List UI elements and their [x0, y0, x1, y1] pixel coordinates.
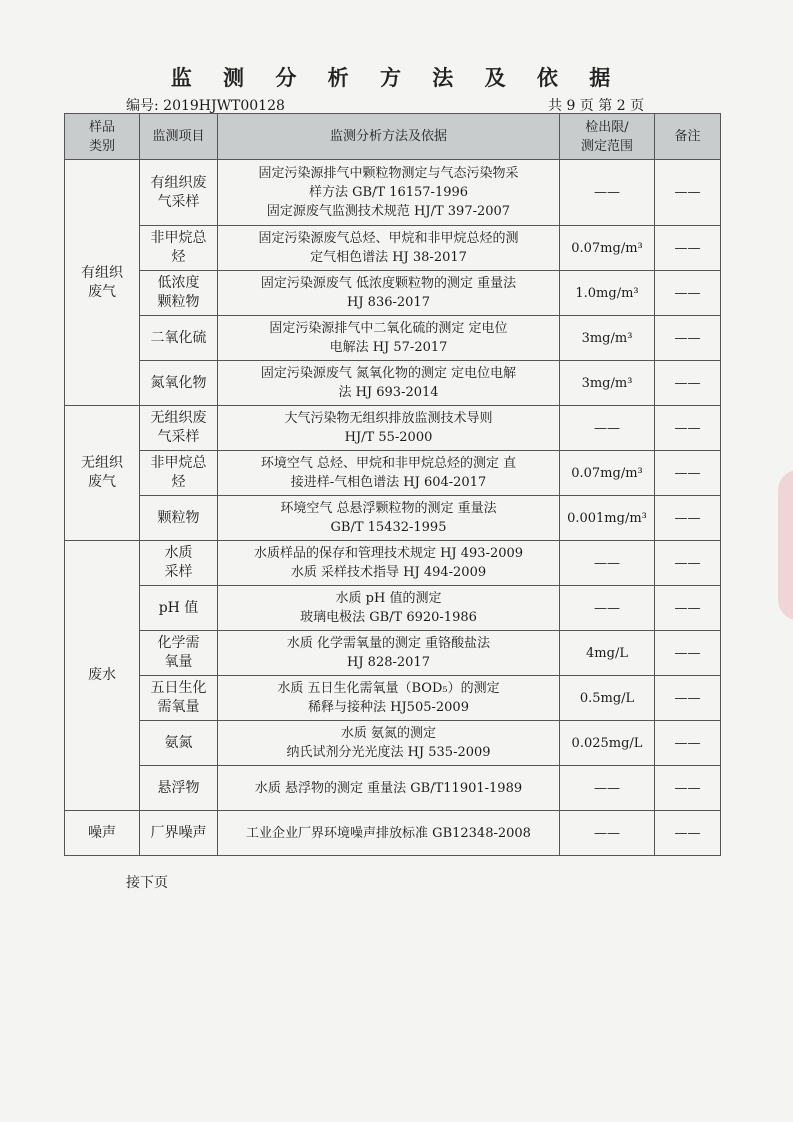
cell-method: 水质样品的保存和管理技术规定 HJ 493-2009 水质 采样技术指导 HJ 494-2009: [218, 541, 560, 586]
cell-item: 二氧化硫: [140, 316, 218, 361]
cell-note: ——: [655, 271, 721, 316]
cell-note: ——: [655, 451, 721, 496]
cell-item: 氨氮: [140, 721, 218, 766]
cell-limit: 4mg/L: [560, 631, 655, 676]
cell-note: ——: [655, 766, 721, 811]
cell-item: 低浓度 颗粒物: [140, 271, 218, 316]
page-title: 监 测 分 析 方 法 及 依 据: [170, 65, 623, 90]
cell-item: 悬浮物: [140, 766, 218, 811]
cell-method: 固定污染源废气 氮氧化物的测定 定电位电解 法 HJ 693-2014: [218, 361, 560, 406]
table-row: [65, 676, 721, 721]
cell-item: 颗粒物: [140, 496, 218, 541]
cell-item: 非甲烷总 烃: [140, 451, 218, 496]
cell-limit: 1.0mg/m³: [560, 271, 655, 316]
cell-note: ——: [655, 406, 721, 451]
red-seal-stamp: [778, 470, 793, 620]
cell-item: 厂界噪声: [140, 811, 218, 856]
cell-category: 噪声: [65, 811, 140, 856]
cell-note: ——: [655, 676, 721, 721]
cell-item: 氮氧化物: [140, 361, 218, 406]
cell-item: 五日生化 需氧量: [140, 676, 218, 721]
header-category: 样品 类别: [65, 114, 140, 160]
serial-number: 编号: 2019HJWT00128: [126, 98, 285, 114]
page-count: 共 9 页 第 2 页: [548, 98, 645, 114]
cell-limit: 0.025mg/L: [560, 721, 655, 766]
cell-limit: 0.07mg/m³: [560, 226, 655, 271]
cell-method: 工业企业厂界环境噪声排放标准 GB12348-2008: [218, 811, 560, 856]
cell-note: ——: [655, 316, 721, 361]
cell-method: 环境空气 总烃、甲烷和非甲烷总烃的测定 直 接进样-气相色谱法 HJ 604-2017: [218, 451, 560, 496]
cell-method: 水质 氨氮的测定 纳氏试剂分光光度法 HJ 535-2009: [218, 721, 560, 766]
cell-method: 固定污染源废气总烃、甲烷和非甲烷总烃的测 定气相色谱法 HJ 38-2017: [218, 226, 560, 271]
header-note: 备注: [655, 114, 721, 160]
cell-category: 无组织 废气: [65, 406, 140, 541]
cell-limit: 0.07mg/m³: [560, 451, 655, 496]
cell-method: 固定污染源排气中二氧化硫的测定 定电位 电解法 HJ 57-2017: [218, 316, 560, 361]
cell-method: 水质 五日生化需氧量（BOD₅）的测定 稀释与接种法 HJ505-2009: [218, 676, 560, 721]
table-row: [65, 271, 721, 316]
cell-method: 固定污染源排气中颗粒物测定与气态污染物采 样方法 GB/T 16157-1996 固定源废气监测技术规范 HJ/T 397-2007: [218, 160, 560, 226]
table-row: [65, 160, 721, 226]
cell-limit: ——: [560, 541, 655, 586]
cell-item: 有组织废 气采样: [140, 160, 218, 226]
cell-method: 水质 化学需氧量的测定 重铬酸盐法 HJ 828-2017: [218, 631, 560, 676]
cell-limit: ——: [560, 586, 655, 631]
cell-note: ——: [655, 226, 721, 271]
cell-item: 水质 采样: [140, 541, 218, 586]
table-row: [65, 406, 721, 451]
cell-note: ——: [655, 496, 721, 541]
cell-note: ——: [655, 541, 721, 586]
header-method: 监测分析方法及依据: [218, 114, 560, 160]
cell-limit: ——: [560, 406, 655, 451]
cell-item: 非甲烷总 烃: [140, 226, 218, 271]
cell-category: 有组织 废气: [65, 160, 140, 406]
table-row: [65, 226, 721, 271]
cell-limit: ——: [560, 811, 655, 856]
continued-note: 接下页: [126, 875, 168, 891]
cell-category: 废水: [65, 541, 140, 811]
table-row: [65, 766, 721, 811]
cell-method: 水质 pH 值的测定 玻璃电极法 GB/T 6920-1986: [218, 586, 560, 631]
table-row: [65, 811, 721, 856]
table-row: [65, 631, 721, 676]
methods-table: [64, 113, 721, 856]
cell-item: 无组织废 气采样: [140, 406, 218, 451]
table-row: [65, 361, 721, 406]
cell-method: 环境空气 总悬浮颗粒物的测定 重量法 GB/T 15432-1995: [218, 496, 560, 541]
cell-item: pH 值: [140, 586, 218, 631]
header-limit: 检出限/ 测定范围: [560, 114, 655, 160]
table-row: [65, 496, 721, 541]
cell-limit: 3mg/m³: [560, 361, 655, 406]
cell-method: 大气污染物无组织排放监测技术导则 HJ/T 55-2000: [218, 406, 560, 451]
cell-item: 化学需 氧量: [140, 631, 218, 676]
cell-method: 水质 悬浮物的测定 重量法 GB/T11901-1989: [218, 766, 560, 811]
cell-limit: 0.5mg/L: [560, 676, 655, 721]
cell-note: ——: [655, 811, 721, 856]
table-row: [65, 451, 721, 496]
table-row: [65, 721, 721, 766]
cell-note: ——: [655, 631, 721, 676]
cell-note: ——: [655, 721, 721, 766]
header-item: 监测项目: [140, 114, 218, 160]
cell-limit: 0.001mg/m³: [560, 496, 655, 541]
cell-method: 固定污染源废气 低浓度颗粒物的测定 重量法 HJ 836-2017: [218, 271, 560, 316]
cell-limit: ——: [560, 160, 655, 226]
cell-limit: 3mg/m³: [560, 316, 655, 361]
table-row: [65, 586, 721, 631]
table-row: [65, 316, 721, 361]
cell-note: ——: [655, 586, 721, 631]
cell-limit: ——: [560, 766, 655, 811]
cell-note: ——: [655, 160, 721, 226]
cell-note: ——: [655, 361, 721, 406]
table-row: [65, 541, 721, 586]
